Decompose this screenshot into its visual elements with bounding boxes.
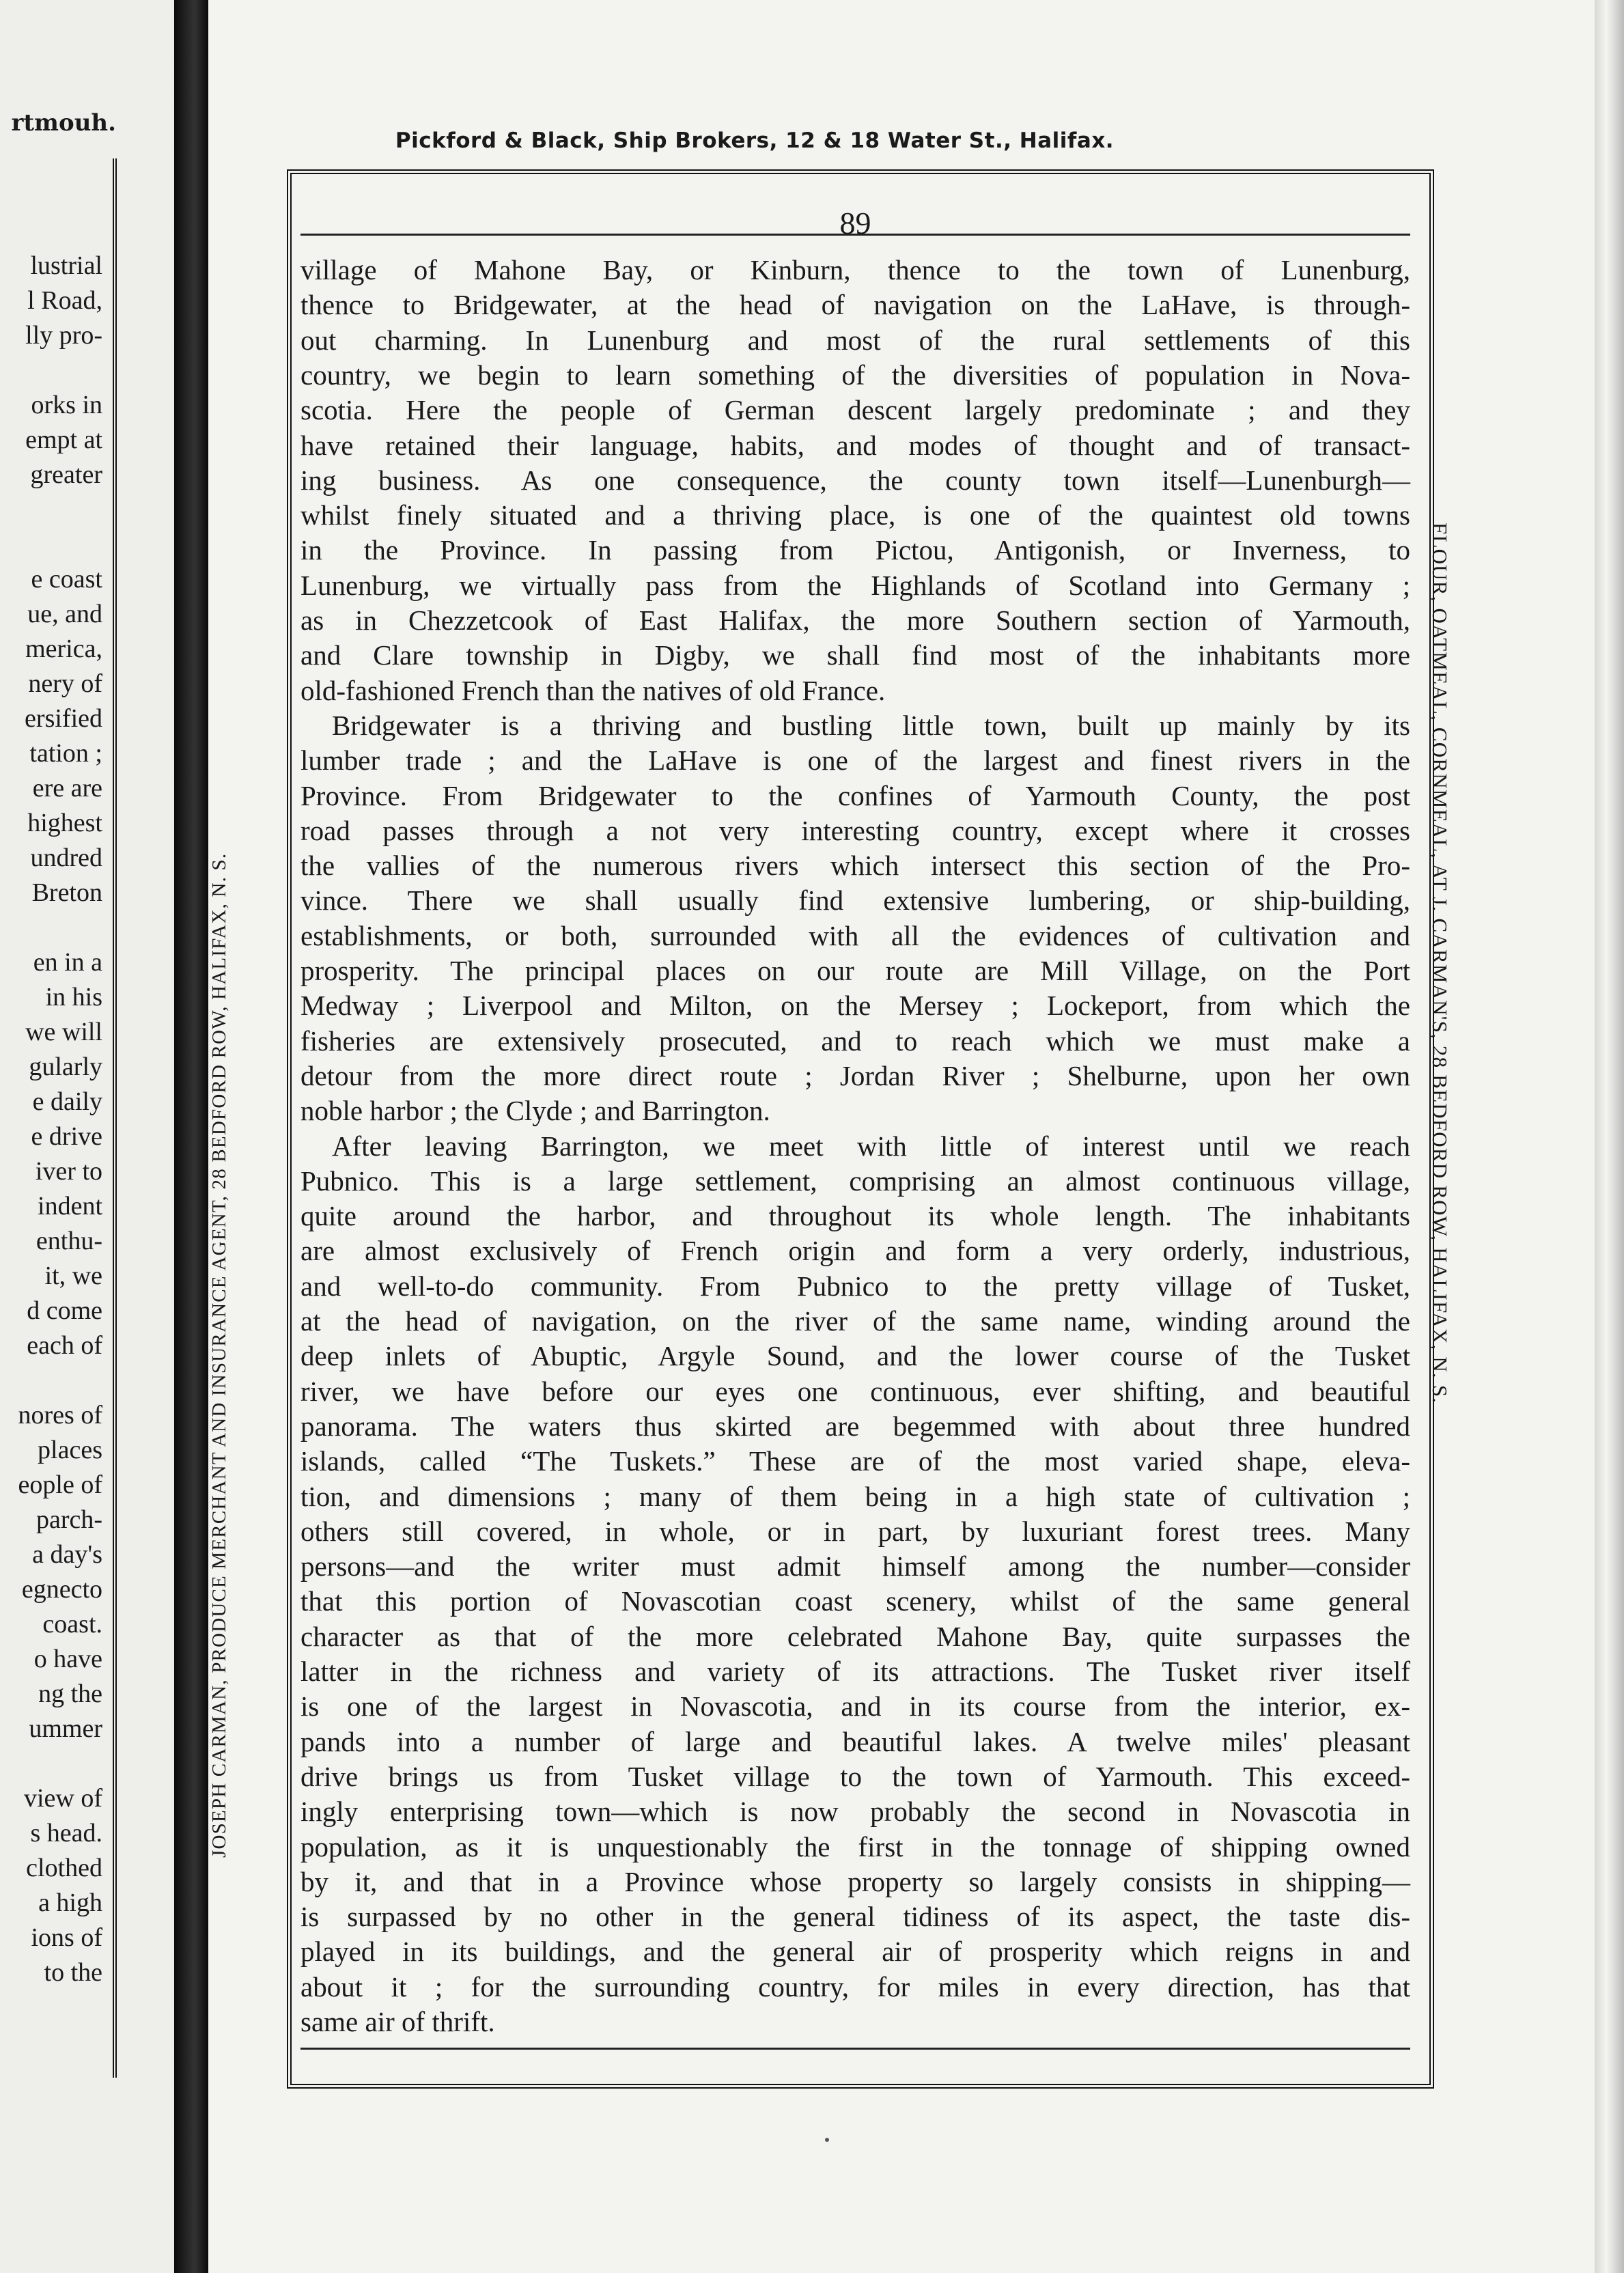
body-line: and well-to-do community. From Pubnico to the pretty village of Tusket, [300, 1270, 1410, 1302]
body-line: ing business. As one consequence, the county town itself—Lunenburgh— [300, 464, 1410, 496]
previous-page-fragment [0, 0, 174, 2273]
body-line: fisheries are extensively prosecuted, and to reach which we must make a [300, 1024, 1410, 1057]
body-line: out charming. In Lunenburg and most of the rural settlements of this [300, 324, 1410, 356]
previous-page-line: undred [30, 843, 102, 872]
body-line: are almost exclusively of French origin and form a very orderly, industrious, [300, 1235, 1410, 1267]
previous-page-line: greater [30, 460, 102, 489]
previous-page-line: l Road, [27, 286, 102, 315]
previous-page-line: en in a [33, 948, 102, 977]
body-line: detour from the more direct route ; Jordan River ; Shelburne, upon her own [300, 1059, 1410, 1091]
body-line: river, we have before our eyes one continuous, ever shifting, and beautiful [300, 1375, 1410, 1407]
previous-page-line: lustrial [30, 251, 102, 280]
body-line: Province. From Bridgewater to the confines of Yarmouth County, the post [300, 779, 1410, 811]
body-line: pands into a number of large and beautiful lakes. A twelve miles' pleasant [300, 1725, 1410, 1757]
previous-page-header: rtmouh. [11, 109, 116, 137]
body-line: in the Province. In passing from Pictou, Antigonish, or Inverness, to [300, 534, 1410, 566]
body-line: about it ; for the surrounding country, for miles in every direction, has that [300, 1970, 1410, 2003]
previous-page-line: places [38, 1436, 102, 1464]
body-line: same air of thrift. [300, 2006, 495, 2037]
previous-page-line: indent [38, 1192, 102, 1221]
body-line: deep inlets of Abuptic, Argyle Sound, and the lower course of the Tusket [300, 1340, 1410, 1372]
previous-page-line: it, we [44, 1261, 102, 1290]
previous-page-line: merica, [25, 635, 102, 663]
previous-page-line: eople of [18, 1470, 102, 1499]
previous-page-line: e coast [31, 565, 102, 594]
right-margin-advert: FLOUR, OATMEAL, CORNMEAL, AT J. CARMAN'S, 28 BEDFORD ROW, HALIFAX, N. S. [1428, 522, 1452, 1404]
body-line: Lunenburg, we virtually pass from the Highlands of Scotland into Germany ; [300, 569, 1410, 601]
body-line: panorama. The waters thus skirted are begemmed with about three hundred [300, 1410, 1410, 1442]
previous-page-line: in his [45, 983, 102, 1012]
top-rule [300, 234, 1410, 236]
previous-page-line: each of [27, 1331, 102, 1360]
body-line: others still covered, in whole, or in part, by luxuriant forest trees. Many [300, 1515, 1410, 1547]
page-edge [1595, 0, 1624, 2273]
body-line: Bridgewater is a thriving and bustling little town, built up mainly by its [332, 709, 1410, 741]
body-line: have retained their language, habits, and modes of thought and of transact- [300, 429, 1410, 461]
previous-page-line: ue, and [27, 600, 102, 628]
body-line: country, we begin to learn something of the diversities of population in Nova- [300, 359, 1410, 391]
body-line: and Clare township in Digby, we shall find most of the inhabitants more [300, 639, 1410, 671]
previous-page-line: highest [27, 809, 102, 837]
previous-page-line: s head. [30, 1819, 102, 1847]
previous-page-line: Breton [31, 878, 102, 907]
previous-page-line: ions of [31, 1923, 102, 1952]
body-line: the vallies of the numerous rivers which intersect this section of the Pro- [300, 850, 1410, 882]
body-line: persons—and the writer must admit himself among the number—consider [300, 1550, 1410, 1582]
body-line: is surpassed by no other in the general tidiness of its aspect, the taste dis- [300, 1901, 1410, 1933]
previous-page-line: iver to [35, 1157, 102, 1186]
body-text-block [300, 205, 1410, 2049]
previous-page-line: ersified [25, 704, 102, 733]
previous-page-line: orks in [31, 391, 102, 419]
previous-page-line: e drive [31, 1122, 102, 1151]
body-line: tion, and dimensions ; many of them being in a high state of cultivation ; [300, 1480, 1410, 1512]
body-line: vince. There we shall usually find extensive lumbering, or ship-building, [300, 884, 1410, 917]
body-line: quite around the harbor, and throughout its whole length. The inhabitants [300, 1200, 1410, 1232]
previous-page-line: ummer [29, 1714, 102, 1743]
previous-page-line: enthu- [36, 1227, 102, 1255]
body-line: noble harbor ; the Clyde ; and Barrington. [300, 1095, 770, 1127]
book-gutter [174, 0, 208, 2273]
previous-page-line: a high [38, 1888, 102, 1917]
body-line: latter in the richness and variety of its attractions. The Tusket river itself [300, 1656, 1410, 1687]
body-line: lumber trade ; and the LaHave is one of the largest and finest rivers in the [300, 744, 1410, 777]
previous-page-line: ere are [32, 774, 102, 803]
body-line: population, as it is unquestionably the first in the tonnage of shipping owned [300, 1830, 1410, 1863]
bottom-rule [300, 2048, 1410, 2050]
previous-page-line: ng the [38, 1679, 102, 1708]
page-number: 89 [839, 206, 871, 240]
body-line: establishments, or both, surrounded with all the evidences of cultivation and [300, 919, 1410, 951]
body-line: road passes through a not very interesting country, except where it crosses [300, 814, 1410, 846]
body-line: by it, and that in a Province whose property so largely consists in shipping— [300, 1865, 1410, 1897]
previous-page-line: parch- [36, 1505, 102, 1534]
previous-page-line: gularly [29, 1052, 102, 1081]
previous-page-line: nery of [28, 669, 102, 698]
body-line: old-fashioned French than the natives of old France. [300, 674, 886, 706]
previous-page-frame [0, 158, 117, 2078]
previous-page-line: egnecto [21, 1575, 102, 1604]
body-line: thence to Bridgewater, at the head of navigation on the LaHave, is through- [300, 289, 1410, 321]
body-line: played in its buildings, and the general air of prosperity which reigns in and [300, 1936, 1410, 1968]
body-line: at the head of navigation, on the river of the same name, winding around the [300, 1305, 1410, 1337]
previous-page-line: we will [25, 1018, 102, 1046]
body-line: whilst finely situated and a thriving place, is one of the quaintest old towns [300, 499, 1410, 531]
body-line: prosperity. The principal places on our route are Mill Village, on the Port [300, 955, 1410, 986]
previous-page-line: o have [33, 1645, 102, 1673]
body-line: ingly enterprising town—which is now probably the second in Novascotia in [300, 1796, 1410, 1828]
previous-page-line: to the [44, 1958, 102, 1987]
body-line: scotia. Here the people of German descent largely predominate ; and they [300, 394, 1410, 426]
previous-page-line: nores of [18, 1401, 102, 1430]
previous-page-line: e daily [32, 1087, 102, 1116]
body-line: is one of the largest in Novascotia, and in its course from the interior, ex- [300, 1690, 1410, 1723]
previous-page-line: view of [23, 1784, 102, 1813]
previous-page-line: a day's [32, 1540, 102, 1569]
speck [825, 2138, 829, 2142]
body-line: village of Mahone Bay, or Kinburn, thence to the town of Lunenburg, [300, 254, 1410, 285]
body-line: Pubnico. This is a large settlement, comprising an almost continuous village, [300, 1165, 1410, 1197]
previous-page-side-margin [113, 0, 140, 2273]
body-line: that this portion of Novascotian coast scenery, whilst of the same general [300, 1585, 1410, 1617]
body-line: After leaving Barrington, we meet with little of interest until we reach [332, 1130, 1410, 1162]
previous-page-line: d come [27, 1296, 102, 1325]
previous-page-line: empt at [25, 426, 102, 454]
previous-page-line: coast. [42, 1610, 102, 1638]
running-header-advert: Pickford & Black, Ship Brokers, 12 & 18 Water St., Halifax. [395, 128, 1115, 153]
body-line: character as that of the more celebrated Mahone Bay, quite surpasses the [300, 1620, 1410, 1652]
body-line: Medway ; Liverpool and Milton, on the Mersey ; Lockeport, from which the [300, 990, 1410, 1022]
body-line: islands, called “The Tuskets.” These are of the most varied shape, eleva- [300, 1445, 1410, 1477]
body-line: drive brings us from Tusket village to the town of Yarmouth. This exceed- [300, 1760, 1410, 1792]
previous-page-line: lly pro- [25, 321, 102, 350]
body-line: as in Chezzetcook of East Halifax, the more Southern section of Yarmouth, [300, 604, 1410, 636]
left-margin-advert: JOSEPH CARMAN, PRODUCE MERCHANT AND INSURANCE AGENT, 28 BEDFORD ROW, HALIFAX, N. S. [208, 852, 230, 1858]
previous-page-line: clothed [26, 1854, 102, 1882]
previous-page-line: tation ; [29, 739, 102, 768]
